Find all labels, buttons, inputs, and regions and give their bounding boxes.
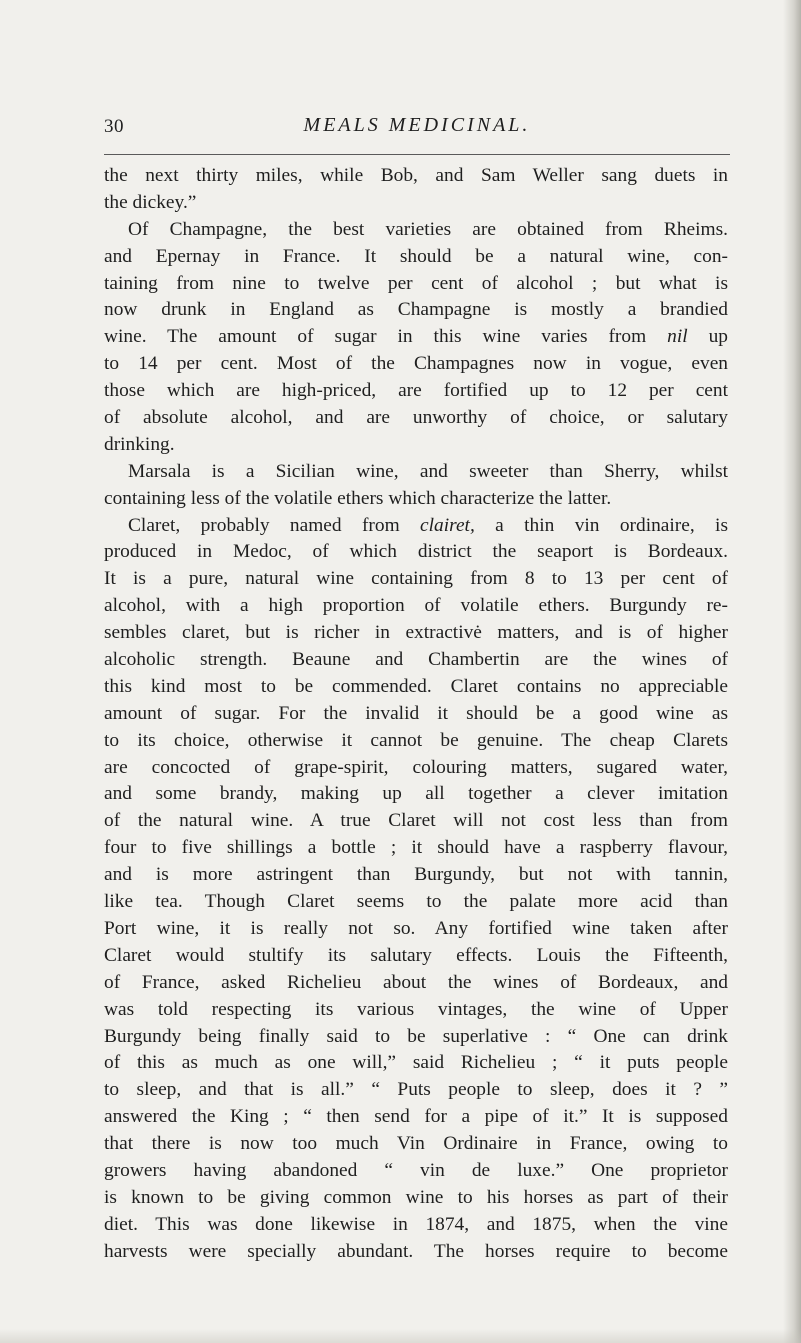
text-line: the next thirty miles, while Bob, and Sam Weller sang duets in: [104, 165, 728, 186]
text-line: drinking.: [104, 433, 175, 455]
text-line: those which are high-priced, are fortified up to 12 per cent: [104, 380, 728, 402]
text-line: and some brandy, making up all together a clever imitation: [104, 783, 728, 805]
text-line: containing less of the volatile ethers which characterize the latter.: [104, 487, 612, 509]
text-line: wine. The amount of sugar in this wine varies from nil up: [104, 326, 728, 348]
text-line: now drunk in England as Champagne is mostly a brandied: [104, 299, 728, 321]
text-line: this kind most to be commended. Claret contains no appreciable: [104, 675, 728, 697]
text-line: of this as much as one will,” said Richelieu ; “ it puts people: [104, 1052, 728, 1074]
text-line: answered the King ; “ then send for a pipe of it.” It is supposed: [104, 1106, 728, 1128]
text-line: to sleep, and that is all.” “ Puts people to sleep, does it ? ”: [104, 1079, 728, 1101]
text-line: harvests were specially abundant. The horses require to become: [104, 1240, 728, 1262]
text-line: of absolute alcohol, and are unworthy of choice, or salutary: [104, 407, 728, 429]
text-line: alcoholic strength. Beaune and Chambertin are the wines of: [104, 649, 728, 671]
text-line: are concocted of grape-spirit, colouring matters, sugared water,: [104, 756, 728, 778]
text-line: Claret, probably named from clairet, a thin vin ordinaire, is: [128, 514, 728, 536]
page-header: [104, 112, 730, 146]
text-line: Port wine, it is really not so. Any fortified wine taken after: [104, 917, 728, 939]
text-line: and is more astringent than Burgundy, but not with tannin,: [104, 864, 728, 886]
text-line: to 14 per cent. Most of the Champagnes now in vogue, even: [104, 353, 728, 375]
text-line: amount of sugar. For the invalid it should be a good wine as: [104, 702, 728, 724]
page-number: 30: [104, 116, 124, 137]
page-edge-shadow: [783, 0, 801, 1343]
text-line: to its choice, otherwise it cannot be genuine. The cheap Clarets: [104, 729, 728, 751]
text-line: was told respecting its various vintages, the wine of Upper: [104, 998, 728, 1020]
text-line: growers having abandoned “ vin de luxe.” One proprietor: [104, 1159, 728, 1181]
text-line: Burgundy being finally said to be superlative : “ One can drink: [104, 1025, 728, 1047]
body-text: [104, 163, 728, 1266]
text-line: produced in Medoc, of which district the seaport is Bordeaux.: [104, 541, 728, 563]
text-line: like tea. Though Claret seems to the palate more acid than: [104, 891, 728, 913]
running-title: MEALS MEDICINAL.: [303, 114, 531, 136]
text-line: alcohol, with a high proportion of volatile ethers. Burgundy re-: [104, 595, 728, 617]
text-line: It is a pure, natural wine containing from 8 to 13 per cent of: [104, 568, 728, 590]
text-line: is known to be giving common wine to his horses as part of their: [104, 1186, 728, 1208]
text-line: diet. This was done likewise in 1874, and 1875, when the vine: [104, 1213, 728, 1235]
text-line: that there is now too much Vin Ordinaire in France, owing to: [104, 1133, 728, 1155]
text-line: and Epernay in France. It should be a natural wine, con-: [104, 245, 728, 267]
text-line: Claret would stultify its salutary effects. Louis the Fifteenth,: [104, 944, 728, 966]
header-rule: [104, 154, 730, 155]
text-line: four to five shillings a bottle ; it should have a raspberry flavour,: [104, 837, 728, 859]
page-bottom-shadow: [0, 1329, 801, 1343]
text-line: taining from nine to twelve per cent of alcohol ; but what is: [104, 272, 728, 294]
text-line: Marsala is a Sicilian wine, and sweeter than Sherry, whilst: [128, 460, 728, 482]
text-line: of France, asked Richelieu about the wines of Bordeaux, and: [104, 971, 728, 993]
text-line: Of Champagne, the best varieties are obtained from Rheims.: [128, 218, 728, 240]
text-line: of the natural wine. A true Claret will not cost less than from: [104, 810, 728, 832]
text-line: the dickey.”: [104, 191, 197, 213]
text-line: sembles claret, but is richer in extractivė matters, and is of higher: [104, 622, 728, 644]
